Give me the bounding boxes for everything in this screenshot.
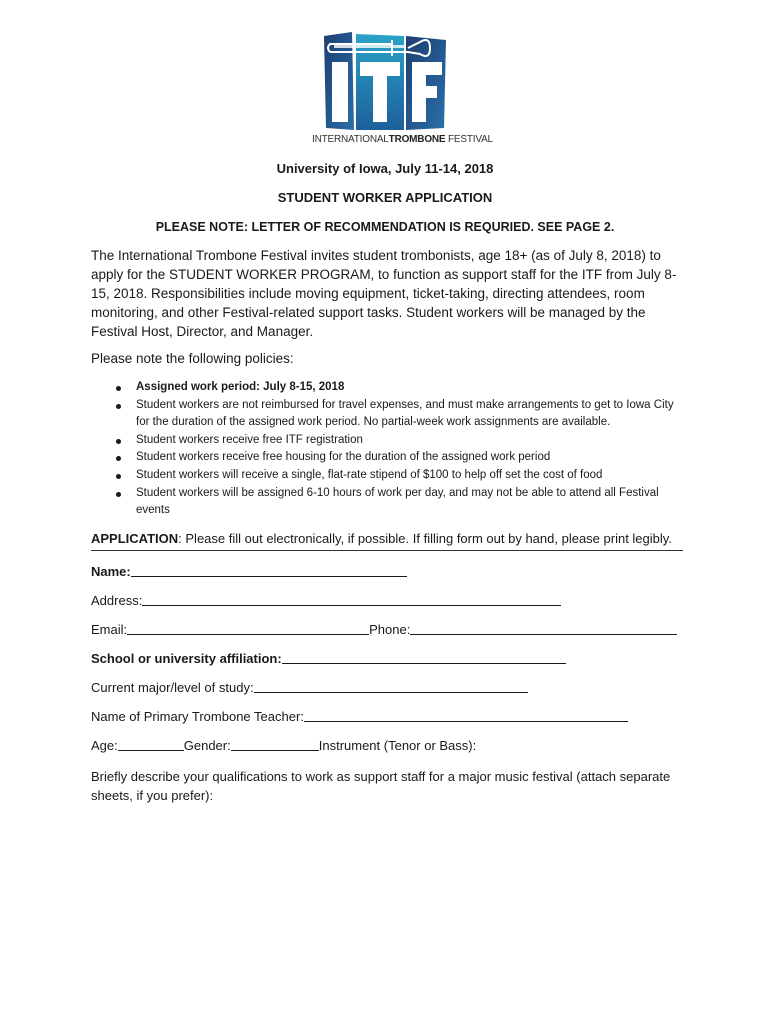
name-row [91, 563, 407, 579]
school-field[interactable] [282, 650, 566, 664]
teacher-field[interactable] [304, 708, 628, 722]
application-label: APPLICATION [91, 531, 179, 546]
policies-list [116, 379, 686, 520]
age-field[interactable] [118, 737, 184, 751]
qualifications-prompt: Briefly describe your qualifications to work as support staff for a major music festival (attach separate sheets, if you prefer): [91, 769, 671, 803]
gender-field[interactable] [231, 737, 319, 751]
itf-logo-graphic [312, 30, 472, 134]
major-row [91, 679, 528, 695]
email-label: Email: [91, 622, 128, 637]
phone-label: Phone: [369, 622, 411, 637]
name-label: Name: [91, 564, 131, 579]
address-row [91, 592, 561, 608]
gender-label: Gender: [183, 738, 231, 753]
address-field[interactable] [142, 592, 561, 606]
phone-field[interactable] [410, 621, 677, 635]
teacher-label: Name of Primary Trombone Teacher: [91, 709, 304, 724]
teacher-row [91, 708, 628, 724]
major-field[interactable] [254, 679, 528, 693]
major-label: Current major/level of study: [91, 680, 254, 695]
list-item: Student workers receive free ITF registration [116, 432, 686, 450]
page-title: STUDENT WORKER APPLICATION [277, 190, 493, 205]
application-instructions [91, 531, 683, 551]
instrument-label: Instrument (Tenor or Bass): [318, 738, 477, 753]
itf-logo [312, 30, 493, 152]
list-item: Student workers will be assigned 6-10 hours of work per day, and may not be able to attend all Festival events [116, 485, 686, 520]
school-label: School or university affiliation: [91, 651, 282, 666]
recommendation-note: PLEASE NOTE: LETTER OF RECOMMENDATION IS REQURIED. SEE PAGE 2. [155, 220, 615, 234]
logo-caption: INTERNATIONALTROMBONE FESTIVAL [312, 134, 493, 145]
application-text: : Please fill out electronically, if possible. If filling form out by hand, please print legibly. [178, 531, 672, 546]
policies-heading: Please note the following policies: [91, 351, 294, 366]
school-row [91, 650, 566, 666]
list-item: Assigned work period: July 8-15, 2018 [116, 379, 686, 397]
age-gender-row [91, 737, 476, 753]
address-label: Address: [91, 593, 143, 608]
intro-paragraph: The International Trombone Festival invites student trombonists, age 18+ (as of July 8, 2018) to apply for the STUDENT WORKER PROGRAM, to function as support staff for the ITF from July 8-15, 2018. Responsibilities include moving equipment, ticket-taking, directing attendees, room monitoring, and other Festival-related support tasks. Student workers will be managed by the Festival Host, Director, and Manager. [91, 248, 677, 339]
name-field[interactable] [131, 563, 407, 577]
list-item: Student workers will receive a single, flat-rate stipend of $100 to help off set the cost of food [116, 467, 686, 485]
age-label: Age: [91, 738, 118, 753]
event-info: University of Iowa, July 11-14, 2018 [276, 161, 494, 176]
list-item: Student workers are not reimbursed for travel expenses, and must make arrangements to get to Iowa City for the duration of the assigned work period. No partial-week work assignments are available. [116, 397, 686, 432]
email-field[interactable] [127, 621, 369, 635]
list-item: Student workers receive free housing for the duration of the assigned work period [116, 449, 686, 467]
contact-row [91, 621, 677, 637]
